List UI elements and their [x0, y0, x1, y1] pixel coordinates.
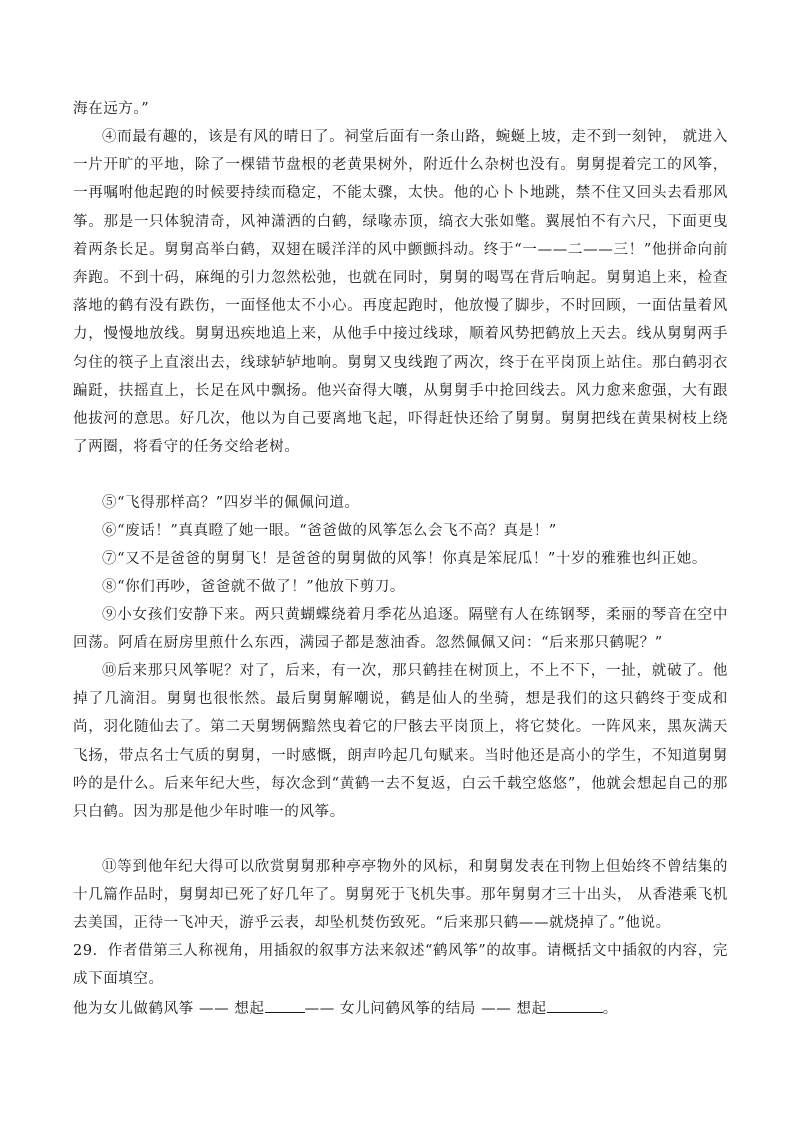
paragraph-11: ⑪等到他年纪大得可以欣赏舅舅那种亭亭物外的风标，和舅舅发表在刊物上但始终不曾结集的十几篇作品时，舅舅却已死了好几年了。舅舅死于飞机失事。那年舅舅才三十出头， 从香港乘飞机去美国，正待一飞冲天，游乎云表，却坠机焚伤致死。“后来那只鹤——就烧掉了。”他说。: [73, 859, 728, 932]
paragraph-8: ⑧“你们再吵，爸爸就不做了！”他放下剪刀。: [102, 579, 405, 595]
fill-text-1: 他为女儿做鹤风筝 —— 想起: [73, 1001, 265, 1017]
answer-blank-1[interactable]: [265, 996, 305, 1013]
lead-line: 海在远方。”: [73, 101, 150, 117]
paragraph-10: ⑩后来那只风筝呢？对了，后来，有一次，那只鹤挂在树顶上，不上不下，一扯，就破了。他掉了几滴泪。舅舅也很怅然。最后舅舅解嘲说，鹤是仙人的坐骑，想是我们的这只鹤终于变成和尚，羽化随仙去了。第二天舅甥俩黯然曳着它的尸骸去平岗顶上，将它焚化。一阵风来，黑灰满天飞扬，带点名士气质的舅舅，一时感慨，朗声吟起几句赋来。当时他还是高小的学生，不知道舅舅吟的是什么。后来年纪大些，每次念到“黄鹤一去不复返，白云千载空悠悠”，他就会想起自己的那只白鹤。因为那是他少年时唯一的风筝。: [73, 663, 728, 821]
question-29: 29．作者借第三人称视角，用插叙的叙事方法来叙述“鹤风筝”的故事。请概括文中插叙的内容，完成下面填空。: [73, 943, 728, 988]
paragraph-7: ⑦“又不是爸爸的舅舅飞！是爸爸的舅舅做的风筝！你真是笨屁瓜！”十岁的雅雅也纠正她。: [102, 551, 707, 567]
paragraph-4: ④而最有趣的，该是有风的晴日了。祠堂后面有一条山路，蜿蜒上坡，走不到一刻钟， 就进入一片开旷的平地，除了一棵错节盘根的老黄果树外，附近什么杂树也没有。舅舅提着完工的风筝，一再嘱咐他起跑的时候要持续而稳定，不能太骤，太快。他的心卜卜地跳，禁不住又回头去看那风筝。那是一只体貌清奇，风神潇洒的白鹤，绿喙赤顶，缟衣大张如氅。翼展怕不有六尺，下面更曳着两条长足。舅舅高举白鹤，双翅在暖洋洋的风中颤颤抖动。终于“一——二——三！”他拼命向前奔跑。不到十码，麻绳的引力忽然松弛，也就在同时，舅舅的喝骂在背后响起。舅舅追上来，检查落地的鹤有没有跌伤，一面怪他太不小心。再度起跑时，他放慢了脚步，不时回顾，一面估量着风力，慢慢地放线。舅舅迅疾地追上来，从他手中接过线球，顺着风势把鹤放上天去。线从舅舅两手匀住的筷子上直滚出去，线球轳轳地响。舅舅又曳线跑了两次，终于在平岗顶上站住。那白鹤羽衣蹁跹，扶摇直上，长足在风中飘扬。他兴奋得大嚷，从舅舅手中抢回线去。风力愈来愈强，大有跟他拔河的意思。好几次，他以为自己要离地飞起，吓得赶快还给了舅舅。舅舅把线在黄果树枝上绕了两圈，将看守的任务交给老树。: [73, 129, 728, 456]
answer-blank-2[interactable]: [547, 996, 603, 1013]
paragraph-6: ⑥“废话！”真真瞪了她一眼。“爸爸做的风筝怎么会飞不高？真是！”: [102, 523, 557, 539]
paragraph-9: ⑨小女孩们安静下来。两只黄蝴蝶绕着月季花丛追逐。隔壁有人在练钢琴，柔丽的琴音在空中回荡。阿盾在厨房里煎什么东西，满园子都是葱油香。忽然佩佩又问：“后来那只鹤呢？”: [73, 607, 728, 652]
fill-text-2: —— 女儿问鹤风筝的结局 —— 想起: [304, 1001, 547, 1017]
paragraph-5: ⑤“飞得那样高？”四岁半的佩佩问道。: [102, 495, 360, 511]
fill-text-3: 。: [602, 1001, 618, 1017]
fill-in-line: [73, 995, 728, 1023]
